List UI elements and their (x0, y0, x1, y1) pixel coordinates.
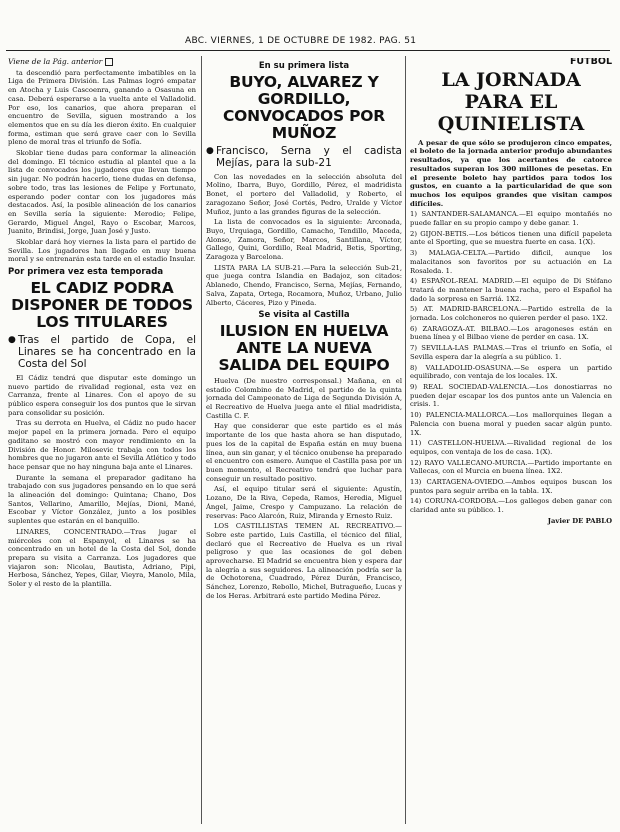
quiniela-item: 13) CARTAGENA-OVIEDO.—Ambos equipos buscan los puntos para seguir arriba en la tabla. 1X. (410, 478, 612, 495)
quiniela-item: 5) AT. MADRID-BARCELONA.—Partido estrella de la jornada. Los colchoneros no quieren perder el paso. 1X2. (410, 305, 612, 323)
paragraph: LOS CASTILLISTAS TEMEN AL RECREATIVO.—Sobre este partido, Luis Castilla, el técnico del filial, declaró que el Recreativo de Huelva es un rival peligroso y que las ocasiones de gol deben aprovecharse. El Madrid se encuentra bien y espera dar la alegría a sus seguidores. La alineación podría ser la de Ochotorena, Cuadrado, Pérez Durán, Francisco, Sánchez, Lorenzo, Rebollo, Michel, Butragueño, Lucas y de los Heras. Arbitrará este partido Medina Pérez. (206, 522, 402, 600)
header-rule (6, 50, 610, 51)
column-divider (201, 56, 202, 824)
paragraph: Así, el equipo titular será el siguiente: Agustín, Lozano, De la Riva, Cepeda, Ramos, Heredia, Miguel Ángel, Jaime, Crespo y Campuzano. La relación de reservas: Paco Alarcón, Ruiz, Miranda y Ernesto Ruiz. (206, 485, 402, 520)
lead-paragraph: A pesar de que sólo se produjeron cinco empates, el boleto de la jornada anterior produjo abundantes resultados, ya que los acertantes de catorce resultados superan los 300 millones de pesetas. En el presente boleto hay partidos para todos los gustos, en cuanto a la particularidad de que son muchos los equipos grandes que visitan campos difíciles. (410, 138, 612, 208)
byline: Javier DE PABLO (547, 516, 612, 525)
paragraph: El Cádiz tendrá que disputar este domingo un nuevo partido de rivalidad regional, esta vez en Carranza, frente al Linares. Con el apoyo de su público espera conseguir los dos puntos que le sirvan para consolidar su posición. (8, 373, 196, 417)
column-middle (206, 58, 402, 826)
quiniela-item: 10) PALENCIA-MALLORCA.—Los mallorquines llegan a Palencia con buena moral y pueden sacar algún punto. 1X. (410, 411, 612, 437)
quiniela-item: 1) SANTANDER-SALAMANCA.—El equipo montañés no puede fallar en su propio campo y debe ganar. 1. (410, 210, 612, 228)
quiniela-item: 6) ZARAGOZA-AT. BILBAO.—Los aragoneses están en buena línea y el Bilbao viene de perder en casa. 1X. (410, 324, 612, 342)
subheadline: ● Tras el partido de Copa, el Linares se ha concentrado en la Costa del Sol (18, 334, 196, 370)
column-divider (405, 56, 406, 824)
paragraph: Con las novedades en la selección absoluta del Molino, Ibarra, Buyo, Gordillo, Pérez, el madridista Bonet, el portero del Valladolid, y Roberto, el zaragozano Señor, José Cortés, Pedro, Uralde y Víctor Muñoz, junto a las grandes figuras de la selección. (206, 172, 402, 216)
paragraph: La lista de convocados es la siguiente: Arconada, Buyo, Urquiaga, Gordillo, Camacho, Tendillo, Maceda, Alonso, Zamora, Señor, Marcos, Santillana, Víctor, Gallego, Quini, Gordillo, Real Madrid, Betis, Sporting, Zaragoza y Barcelona. (206, 218, 402, 262)
subheadline: ● Francisco, Serna y el cadista Mejías, para la sub-21 (216, 145, 402, 169)
section-kicker: Por primera vez esta temporada (8, 267, 164, 278)
column-right (410, 58, 612, 826)
headline: LA JORNADA PARA EL QUINIELISTA (437, 68, 585, 135)
quiniela-item: 4) ESPAÑOL-REAL MADRID.—El equipo de Di Stéfano tratará de mantener la buena racha, pero el Español ha dado la sorpresa en Sarriá. 1X2. (410, 277, 612, 303)
section-kicker: Se visita al Castilla (258, 310, 350, 321)
paragraph: Skoblar dará hoy viernes la lista para el partido de Sevilla. Los jugadores han llegado en muy buena moral y se entrenarán esta tarde en el estadio Insular. (8, 238, 196, 264)
headline: EL CADIZ PODRA DISPONER DE TODOS LOS TITULARES (11, 278, 193, 331)
paragraph: ta descendió para perfectamente imbatibles en la Liga de Primera División. Las Palmas logró empatar en Atocha y Luis Cascoenra, ganando a Osasuna en casa. Deberá esperarse a la vuelta ante el Valladolid. Por eso, los canarios, que ahora preparan el encuentro de Sevilla, siguen mostrando a los elementos que en su día les dieron éxito. En cualquier forma, estiman que será grave caer con lo Sevilla pleno de moral tras el triunfo de Sofía. (8, 68, 196, 147)
headline: ILUSION EN HUELVA ANTE LA NUEVA SALIDA DEL EQUIPO (218, 321, 390, 374)
quiniela-item: 14) CORUNA-CORDOBA.—Los gallegos deben ganar con claridad ante su público. 1. (410, 497, 612, 515)
paragraph: Tras su derrota en Huelva, el Cádiz no pudo hacer mejor papel en la primera jornada. Pero el equipo gaditano se mostró con mayor rendimiento en la División de Honor. Milosevic trabaja con todos los hombres que no jugaron ante el Sevilla Atlético y todo hace pensar que no hay ninguna baja ante el Linares. (8, 419, 196, 471)
paragraph: Durante la semana el preparador gaditano ha trabajado con sus jugadores pensando en lo que será la alineación del domingo: Quintana; Chano, Dos Santos, Vellarino, Amarillo, Mejías, Dioni, Mané, Escobar y Víctor González, junto a los posibles suplentes que estarán en el banquillo. (8, 473, 196, 526)
quiniela-item: 12) RAYO VALLECANO-MURCIA.—Partido importante en Vallecas, con el Murcia en buena línea. 1X2. (410, 458, 612, 476)
headline: BUYO, ALVAREZ Y GORDILLO, CONVOCADOS POR MUÑOZ (222, 72, 386, 142)
quiniela-list (410, 210, 612, 515)
section-kicker: En su primera lista (258, 61, 350, 71)
paragraph: Hay que considerar que este partido es el más importante de los que hasta ahora se han disputado, pues los de la capital de España están en muy buena línea, aun sin ganar, y el técnico onubense ha preparado el encuentro con esmero. Aunque el Castilla pasa por un buen momento, el Recreativo tendrá que luchar para conseguir un resultado positivo. (206, 422, 402, 483)
column-left (8, 58, 196, 826)
paragraph: Huelva (De nuestro corresponsal.) Mañana, en el estadio Colombino de Madrid, el partido de la quinta jornada del Campeonato de Liga de Segunda División A, el Recreativo de Huelva juega ante el filial madridista, Castilla C. F. (206, 376, 402, 420)
quiniela-item: 2) GIJON-BETIS.—Los béticos tienen una difícil papeleta ante el Sporting, que se muestra fuerte en casa. 1(X). (410, 229, 612, 247)
quiniela-item: 3) MALAGA-CELTA.—Partido dificil, aunque los malacitanos son favoritos por su actuación en La Rosaleda. 1. (410, 249, 612, 275)
paragraph: LINARES, CONCENTRADO.—Tras jugar el miércoles con el Espanyol, el Linares se ha concentrado en un hotel de la Costa del Sol, donde prepara su visita a Carranza. Los jugadores que viajaron son: Nicolau, Bautista, Adriano, Pipi, Herbosa, Sánchez, Yepes, Gilar, Vieyra, Manolo, Mila, Soler y el resto de la plantilla. (8, 527, 196, 589)
quiniela-item: 8) VALLADOLID-OSASUNA.—Se espera un partido equilibrado, con ventaja de los locales. 1X. (410, 363, 612, 381)
paragraph: LISTA PARA LA SUB-21.—Para la selección Sub-21, que juega contra Islandia en Badajoz, son citados: Ablanedo, Chendo, Francisco, Serna, Mejías, Fernando, Salva, Zapata, Ortega, Rocamora, Muñoz, Urbano, Julio Alberto, Cáceres, Pizo y Pineda. (206, 263, 402, 307)
quiniela-item: 9) REAL SOCIEDAD-VALENCIA.—Los donostiarras no pueden dejar escapar los dos puntos ante un Valencia en crisis. 1. (410, 382, 612, 409)
quiniela-item: 11) CASTELLON-HUELVA.—Rivalidad regional de los equipos, con ventaja de los de casa. 1(X). (410, 439, 612, 456)
page-header: ABC. VIERNES, 1 DE OCTUBRE DE 1982. PAG. 51 (185, 36, 417, 46)
section-label: FUTBOL (569, 58, 612, 67)
quiniela-item: 7) SEVILLA-LAS PALMAS.—Tras el triunfo en Sofía, el Sevilla espera dar la alegría a su público. 1. (410, 344, 612, 361)
paragraph: Skoblar tiene dudas para conformar la alineación del domingo. El técnico estudia al plantel que a la lista de convocados los jugadores que llevan tiempo sin jugar. No podrán hacerlo, tiene dudas en defensa, sobre todo, tras las lesiones de Felipe y Fortunato, esperando poder contar con los jugadores más destacados. Así, la posible alineación de los canarios en Sevilla sería la siguiente: Merodio; Felipe, Gerardo, Miguel Ángel, Rayo o Escobar, Marcos, Juanito, Brindisi, Jorge, Juan José y Justo. (8, 149, 196, 236)
box-icon (105, 58, 113, 66)
continued-kicker: Viene de la Pág. anterior (8, 58, 196, 67)
